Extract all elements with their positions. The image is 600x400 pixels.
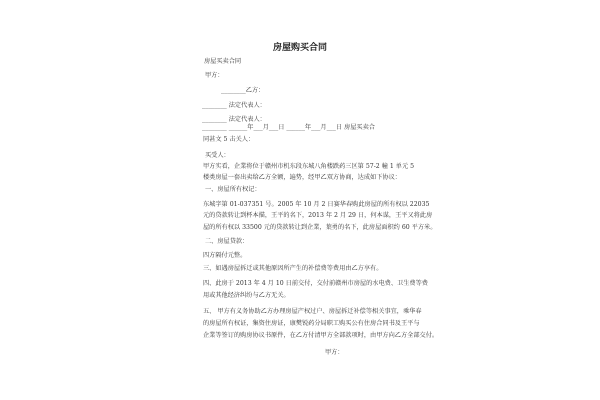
section-5-line: 五、 甲方有义务协助乙方办理房屋产权过户、房屋拆迁补偿等相关事宜，乘华春 xyxy=(203,308,422,315)
section-1-heading: 一、房屋所有权记： xyxy=(205,186,261,193)
body-line-6: 四方隔付元整。 xyxy=(203,252,247,259)
section-2-heading: 二、房屋贷款： xyxy=(205,238,249,245)
buyer-line: 买受人： xyxy=(205,152,230,159)
date-line: ________ ______年___月___日 ______年___月___日 房屋买卖合 xyxy=(202,124,375,131)
section-3-line: 三、如遇房屋拆迁或其他原因所产生的补偿费等费用由乙方享有。 xyxy=(203,265,383,272)
body-line-8: 的房屋所有权证，集资住房证，康樊锐药分局职工购买公有住房合同书及王平与 xyxy=(203,320,420,327)
body-line-3: 东城字第 01-037351 号。2005 年 10 月 2 日赛华春购此房屋的所有权以 22035 xyxy=(203,201,430,208)
party-a-line: 甲方： xyxy=(205,72,224,79)
subtitle-line: 房屋买卖合同 xyxy=(204,58,242,65)
party-a-signature-line: 甲方： xyxy=(325,349,344,356)
body-line-5: 屋的所有权以 33500 元的贷款转让到企業，葉勇的名下，此房屋面积约 60 平方米。 xyxy=(203,224,437,231)
body-line-7: 用或其他经济纠纷与乙方无关。 xyxy=(203,292,290,299)
body-line-4: 元的贷款转让到杯本描，王平的名下，2013 年 2 月 29 日，何本谋，王平又将此房 xyxy=(203,212,433,219)
body-line-1: 甲方实看，企業将位于赣州市机东段东城八角楼跌药三区第 57-2 幢 1 单元 5 xyxy=(203,163,415,170)
document-title: 房屋购买合同 xyxy=(272,43,327,53)
body-line-2: 楼类房屋一套出卖给乙方全额，遍势，经甲乙双方协商，达成如下协议： xyxy=(203,174,401,181)
legal-rep-line-1: ________ 法定代表人： xyxy=(202,102,266,109)
section-4-line: 四、此房于 2013 年 4 月 10 日前交付，交付前赣州市房屋的水电费、卫生费等费 xyxy=(203,280,428,287)
party-b-line: ________乙方： xyxy=(221,87,265,94)
contract-ref-line: 同甚文 5 击关人： xyxy=(203,136,255,143)
legal-rep-line-2: ________ 法定代表人： xyxy=(202,116,266,123)
body-line-9: 企業等签订的购房协议书原件，在乙方付清甲方全部款项时，由甲方向乙方全部交付。 xyxy=(203,332,439,339)
